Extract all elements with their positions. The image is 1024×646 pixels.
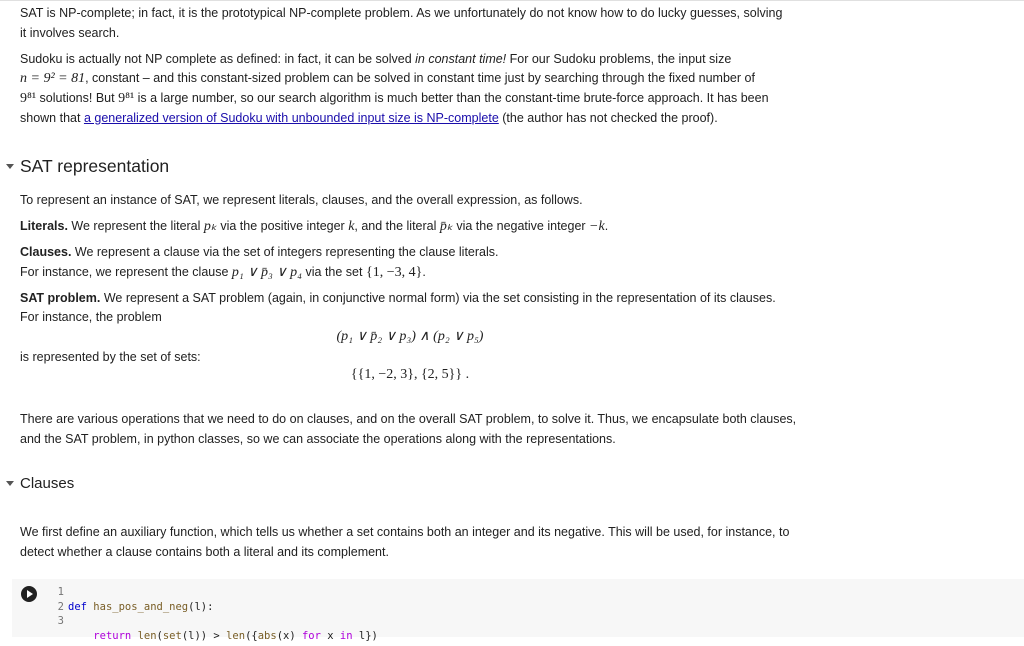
- clauses-heading: [0, 475, 74, 492]
- line-number: 3: [57, 615, 64, 627]
- literals-label: Literals.: [20, 219, 68, 233]
- operations-line-2: and the SAT problem, in python classes, so we can associate the operations along with the representations.: [20, 432, 616, 446]
- sudoku-text-f: shown that: [20, 111, 84, 125]
- code-brace: ({: [245, 629, 258, 642]
- literals-text-d: via the negative integer: [452, 219, 590, 233]
- keyword-return: return: [93, 629, 132, 642]
- literals-paragraph: [20, 216, 608, 237]
- code-editor[interactable]: [68, 585, 378, 646]
- clauses-text-line-1: We first define an auxiliary function, which tells us whether a set contains both an integer and its negative. This will be used, for instance, to: [20, 525, 790, 539]
- clauses-title: Clauses: [20, 475, 75, 492]
- code-mid: (l)) >: [181, 629, 227, 642]
- literals-text-b: via the positive integer: [216, 219, 349, 233]
- math-neg-k: −k: [589, 219, 605, 234]
- line-number: 2: [57, 600, 64, 613]
- math-p-k: pₖ: [203, 219, 217, 234]
- sudoku-text-d: solutions! But: [36, 91, 119, 105]
- sudoku-line-4: [20, 108, 718, 128]
- sudoku-line-2: [20, 68, 755, 89]
- code-cell[interactable]: [12, 579, 1024, 642]
- clauses-text-b: For instance, we represent the clause: [20, 265, 232, 279]
- formula-display: (p₁ ∨ p̄₂ ∨ p₃) ∧ (p₂ ∨ p₅): [336, 329, 484, 344]
- sudoku-line-3: [20, 88, 769, 109]
- run-cell-button[interactable]: [21, 586, 37, 602]
- clauses-text-line-2: detect whether a clause contains both a literal and its complement.: [20, 545, 389, 559]
- builtin-abs: abs: [257, 629, 277, 642]
- math-clause-set: {1, −3, 4}: [365, 265, 423, 280]
- sudoku-line-1: [20, 49, 731, 69]
- keyword-def: def: [68, 600, 87, 613]
- math-pbar-k: p̄ₖ: [439, 219, 453, 234]
- sat-problem-label: SAT problem.: [20, 291, 101, 305]
- problem-paragraph-1: [20, 288, 776, 308]
- clauses-paragraph-2: [20, 262, 426, 283]
- signature: (l):: [188, 600, 214, 613]
- sudoku-emphasis: in constant time!: [415, 52, 507, 66]
- code-x: x: [320, 629, 340, 642]
- sudoku-text-b: For our Sudoku problems, the input size: [506, 52, 732, 66]
- code-absarg: (x): [276, 629, 302, 642]
- function-name: has_pos_and_neg: [93, 600, 189, 613]
- play-icon: [27, 590, 33, 598]
- sudoku-text-a: Sudoku is actually not NP complete as defined: in fact, it can be solved: [20, 52, 416, 66]
- problem-text-a: We represent a SAT problem (again, in conjunctive normal form) via the set consisting in the representation of its clauses.: [100, 291, 776, 305]
- clauses-text-c: via the set: [302, 265, 366, 279]
- set-of-sets-display: {{1, −2, 3}, {2, 5}} .: [350, 367, 470, 382]
- math-9-81-a: 9⁸¹: [20, 91, 37, 106]
- code-line-2: return len(set(l)) > len({abs(x) for x in l}): [93, 629, 378, 642]
- clauses-label: Clauses.: [20, 245, 72, 259]
- sudoku-text-g: (the author has not checked the proof).: [498, 111, 718, 125]
- top-divider: [0, 0, 1024, 1]
- code-line-1: [68, 600, 378, 615]
- math-n-equation: n = 9² = 81: [20, 71, 86, 86]
- builtin-set: set: [162, 629, 182, 642]
- sudoku-text-e: is a large number, so our search algorithm is much better than the constant-time brute-force approach. It has been: [134, 91, 769, 105]
- operations-line-1: There are various operations that we need to do on clauses, and on the overall SAT problem, to solve it. Thus, we encapsulate both clauses,: [20, 412, 797, 426]
- sat-representation-heading: [0, 156, 169, 177]
- math-k: k: [348, 219, 355, 234]
- clauses-text-d: .: [422, 265, 426, 279]
- builtin-len: len: [137, 629, 157, 642]
- intro-line-2: it involves search.: [20, 26, 120, 40]
- intro-line-1: SAT is NP-complete; in fact, it is the prototypical NP-complete problem. As we unfortunately do not know how to do lucky guesses, solving: [20, 6, 783, 20]
- sat-intro: To represent an instance of SAT, we represent literals, clauses, and the overall expression, as follows.: [20, 193, 583, 207]
- clauses-text-a: We represent a clause via the set of integers representing the clause literals.: [71, 245, 499, 259]
- line-number-gutter: [52, 585, 64, 629]
- represented-text: is represented by the set of sets:: [20, 350, 201, 364]
- literals-text-a: We represent the literal: [67, 219, 204, 233]
- collapse-caret-icon[interactable]: [0, 164, 20, 169]
- problem-paragraph-2: For instance, the problem: [20, 310, 162, 324]
- clauses-paragraph-1: [20, 242, 499, 262]
- keyword-in: in: [339, 629, 353, 642]
- literals-text-e: .: [604, 219, 609, 233]
- sat-representation-title: SAT representation: [20, 156, 170, 176]
- np-complete-link[interactable]: a generalized version of Sudoku with unbounded input size is NP-complete: [83, 111, 499, 125]
- literals-text-c: , and the literal: [354, 219, 440, 233]
- keyword-for: for: [301, 629, 321, 642]
- sudoku-text-c: , constant – and this constant-sized problem can be solved in constant time just by searching through the fixed number of: [85, 71, 755, 85]
- collapse-caret-icon[interactable]: [0, 481, 20, 486]
- math-clause: p₁ ∨ p̄₃ ∨ p₄: [231, 265, 303, 280]
- builtin-len: len: [226, 629, 246, 642]
- math-9-81-b: 9⁸¹: [118, 91, 135, 106]
- code-tail: l}): [352, 629, 378, 642]
- line-number: 1: [57, 586, 64, 598]
